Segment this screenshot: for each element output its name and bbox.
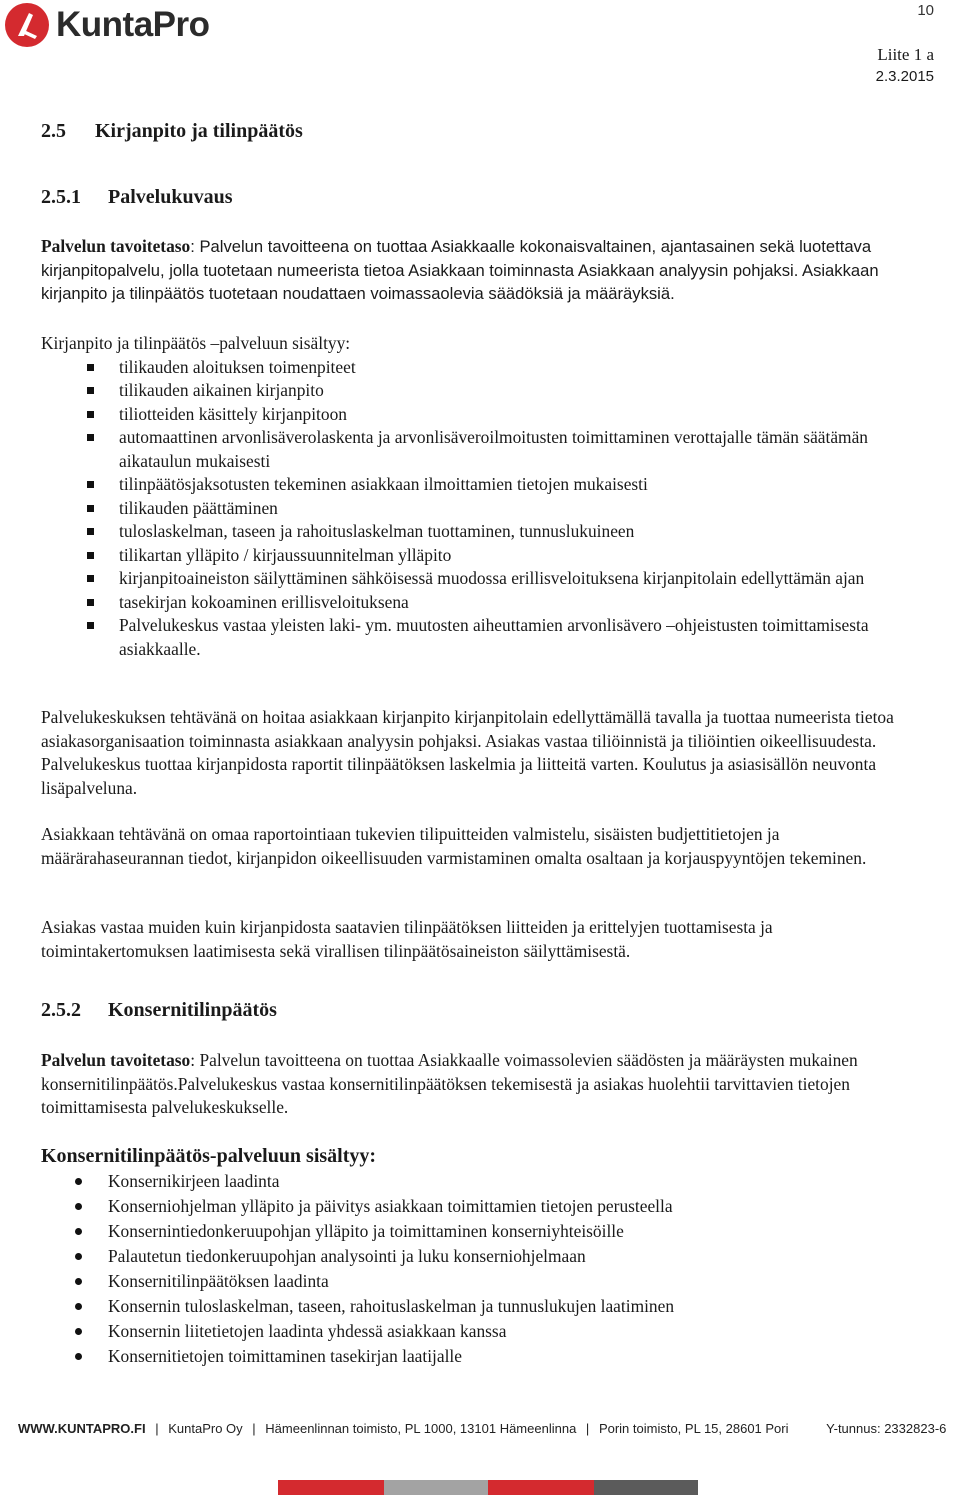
group-goal-paragraph: [41, 1049, 924, 1120]
list-item: tuloslaskelman, taseen ja rahoituslaskelman tuottaminen, tunnuslukuineen: [41, 520, 924, 544]
appendix-label: [876, 44, 934, 88]
paragraph-text: Asiakas vastaa muiden kuin kirjanpidosta saatavien tilinpäätöksen liitteiden ja erittelyjen tuottamisesta ja toimintakertomuksen laatimisesta sekä virallisen tilinpäätösaineiston säilyttämisestä.: [41, 917, 773, 961]
list-item: tasekirjan kokoaminen erillisveloituksena: [41, 591, 924, 615]
appendix-text: Liite 1 a: [877, 45, 934, 64]
list-item: Konserniohjelman ylläpito ja päivitys asiakkaan toimittamien tietojen perusteella: [41, 1194, 924, 1219]
list-item: Konsernin liitetietojen laadinta yhdessä asiakkaan kanssa: [41, 1319, 924, 1344]
footer-website-link[interactable]: WWW.KUNTAPRO.FI: [18, 1421, 146, 1436]
group-list-heading: Konsernitilinpäätös-palveluun sisältyy:: [41, 1145, 377, 1167]
footer-separator: |: [252, 1421, 256, 1436]
logo-mark-icon: [4, 2, 50, 48]
list-item: Konsernin tuloslaskelman, taseen, rahoituslaskelman ja tunnuslukujen laatiminen: [41, 1294, 924, 1319]
goal-text: : Palvelun tavoitteena on tuottaa Asiakkaalle voimassolevien säädösten ja määräysten mukainen konsernitilinpäätös.Palvelukeskus vastaa konsernitilinpäätöksen tekemisestä ja asiakas huolehtii tarvittavien tietojen toimittamisesta palvelukeskukselle.: [41, 1050, 858, 1117]
client-responsibility-paragraph: [41, 916, 924, 963]
list-item: tilikauden päättäminen: [41, 497, 924, 521]
footer-office-pori: Porin toimisto, PL 15, 28601 Pori: [598, 1421, 789, 1436]
list-intro: Kirjanpito ja tilinpäätös –palveluun sisältyy:: [41, 333, 351, 353]
logo-text: KuntaPro: [56, 5, 210, 44]
section-number: 2.5: [41, 120, 66, 142]
list-item: tilinpäätösjaksotusten tekeminen asiakkaan ilmoittamien tietojen mukaisesti: [41, 473, 924, 497]
subsection-title-text: Palvelukuvaus: [108, 186, 233, 208]
list-item: Konsernitietojen toimittaminen tasekirjan laatijalle: [41, 1344, 924, 1369]
color-bar-segment: [488, 1480, 594, 1495]
footer-color-bar: [278, 1480, 698, 1495]
kuntapro-logo: [4, 2, 210, 48]
list-item: tilikauden aikainen kirjanpito: [41, 379, 924, 403]
subsection-title: [41, 999, 924, 1023]
footer-office-hameenlinna: Hämeenlinnan toimisto, PL 1000, 13101 Hämeenlinna: [265, 1421, 577, 1436]
subsection-title: [41, 186, 924, 210]
section-title: [41, 120, 924, 144]
footer-separator: |: [585, 1421, 590, 1436]
section-heading: [41, 120, 924, 144]
list-item: tiliotteiden käsittely kirjanpitoon: [41, 403, 924, 427]
goal-label: Palvelun tavoitetaso: [41, 1050, 191, 1070]
client-tasks-paragraph: [41, 823, 924, 870]
included-services-list: [41, 356, 924, 662]
group-services: [41, 1143, 924, 1369]
service-goal-paragraph: [41, 235, 924, 306]
footer-company: KuntaPro Oy: [168, 1421, 243, 1436]
list-item: Palvelukeskus vastaa yleisten laki- ym. muutosten aiheuttamien arvonlisävero –ohjeistusten toimittamisesta asiakkaalle.: [41, 614, 924, 661]
color-bar-segment: [384, 1480, 488, 1495]
list-item: automaattinen arvonlisäverolaskenta ja arvonlisäveroilmoitusten toimittaminen verottajalle tämän säätämän aikataulun mukaisesti: [41, 426, 924, 473]
list-item: Konsernikirjeen laadinta: [41, 1169, 924, 1194]
section-title-text: Kirjanpito ja tilinpäätös: [95, 120, 303, 142]
subsection-number: 2.5.2: [41, 999, 81, 1021]
document-date: 2.3.2015: [875, 68, 934, 85]
footer-business-id: Y-tunnus: 2332823-6: [826, 1421, 947, 1436]
included-services: [41, 332, 924, 661]
subsection-2-5-2: [41, 999, 924, 1023]
color-bar-segment: [594, 1480, 698, 1495]
footer-separator: |: [155, 1421, 159, 1436]
color-bar-segment: [278, 1480, 384, 1495]
list-item: Konsernintiedonkeruupohjan ylläpito ja toimittaminen konserniyhteisöille: [41, 1219, 924, 1244]
paragraph-text: Palvelukeskuksen tehtävänä on hoitaa asiakkaan kirjanpito kirjanpitolain edellyttämällä tavalla ja tuottaa numeerista tietoa asiakasorganisaation toiminnasta asiakkaan analyysin pohjaksi. Asiakas vastaa tiliöinnistä ja tiliöintien oikeellisuudesta. Palvelukeskus tuottaa kirjanpidosta raportit tilinpäätöksen laskelmia ja liitteitä varten. Koulutus ja asiasisällön neuvonta lisäpalveluna.: [41, 707, 894, 798]
list-item: Konsernitilinpäätöksen laadinta: [41, 1269, 924, 1294]
subsection-title-text: Konsernitilinpäätös: [108, 999, 277, 1021]
service-center-paragraph: [41, 706, 924, 800]
list-item: Palautetun tiedonkeruupohjan analysointi ja luku konserniohjelmaan: [41, 1244, 924, 1269]
page-number: 10: [917, 2, 934, 19]
goal-text: : Palvelun tavoitteena on tuottaa Asiakkaalle kokonaisvaltainen, ajantasainen sekä luotettava kirjanpitopalvelu, jolla tuotetaan numeerista tietoa Asiakkaan toiminnasta Asiakkaan analyysin pohjaksi. Asiakkaan kirjanpito ja tilinpäätös tuotetaan noudattaen voimassaolevia säädöksiä ja määräyksiä.: [41, 237, 879, 303]
footer: [18, 1421, 946, 1436]
group-services-list: [41, 1169, 924, 1369]
list-item: tilikauden aloituksen toimenpiteet: [41, 356, 924, 380]
paragraph-text: Asiakkaan tehtävänä on omaa raportointiaan tukevien tilipuitteiden valmistelu, sisäisten budjettitietojen ja määrärahaseurannan tiedot, kirjanpidon oikeellisuuden varmistaminen omalta osaltaan ja korjauspyyntöjen tekeminen.: [41, 824, 867, 868]
list-item: tilikartan ylläpito / kirjaussuunnitelman ylläpito: [41, 544, 924, 568]
subsection-2-5-1: [41, 186, 924, 210]
list-item: kirjanpitoaineiston säilyttäminen sähköisessä muodossa erillisveloituksena kirjanpitolain edellyttämän ajan: [41, 567, 924, 591]
subsection-number: 2.5.1: [41, 186, 81, 208]
goal-label: Palvelun tavoitetaso: [41, 236, 191, 256]
